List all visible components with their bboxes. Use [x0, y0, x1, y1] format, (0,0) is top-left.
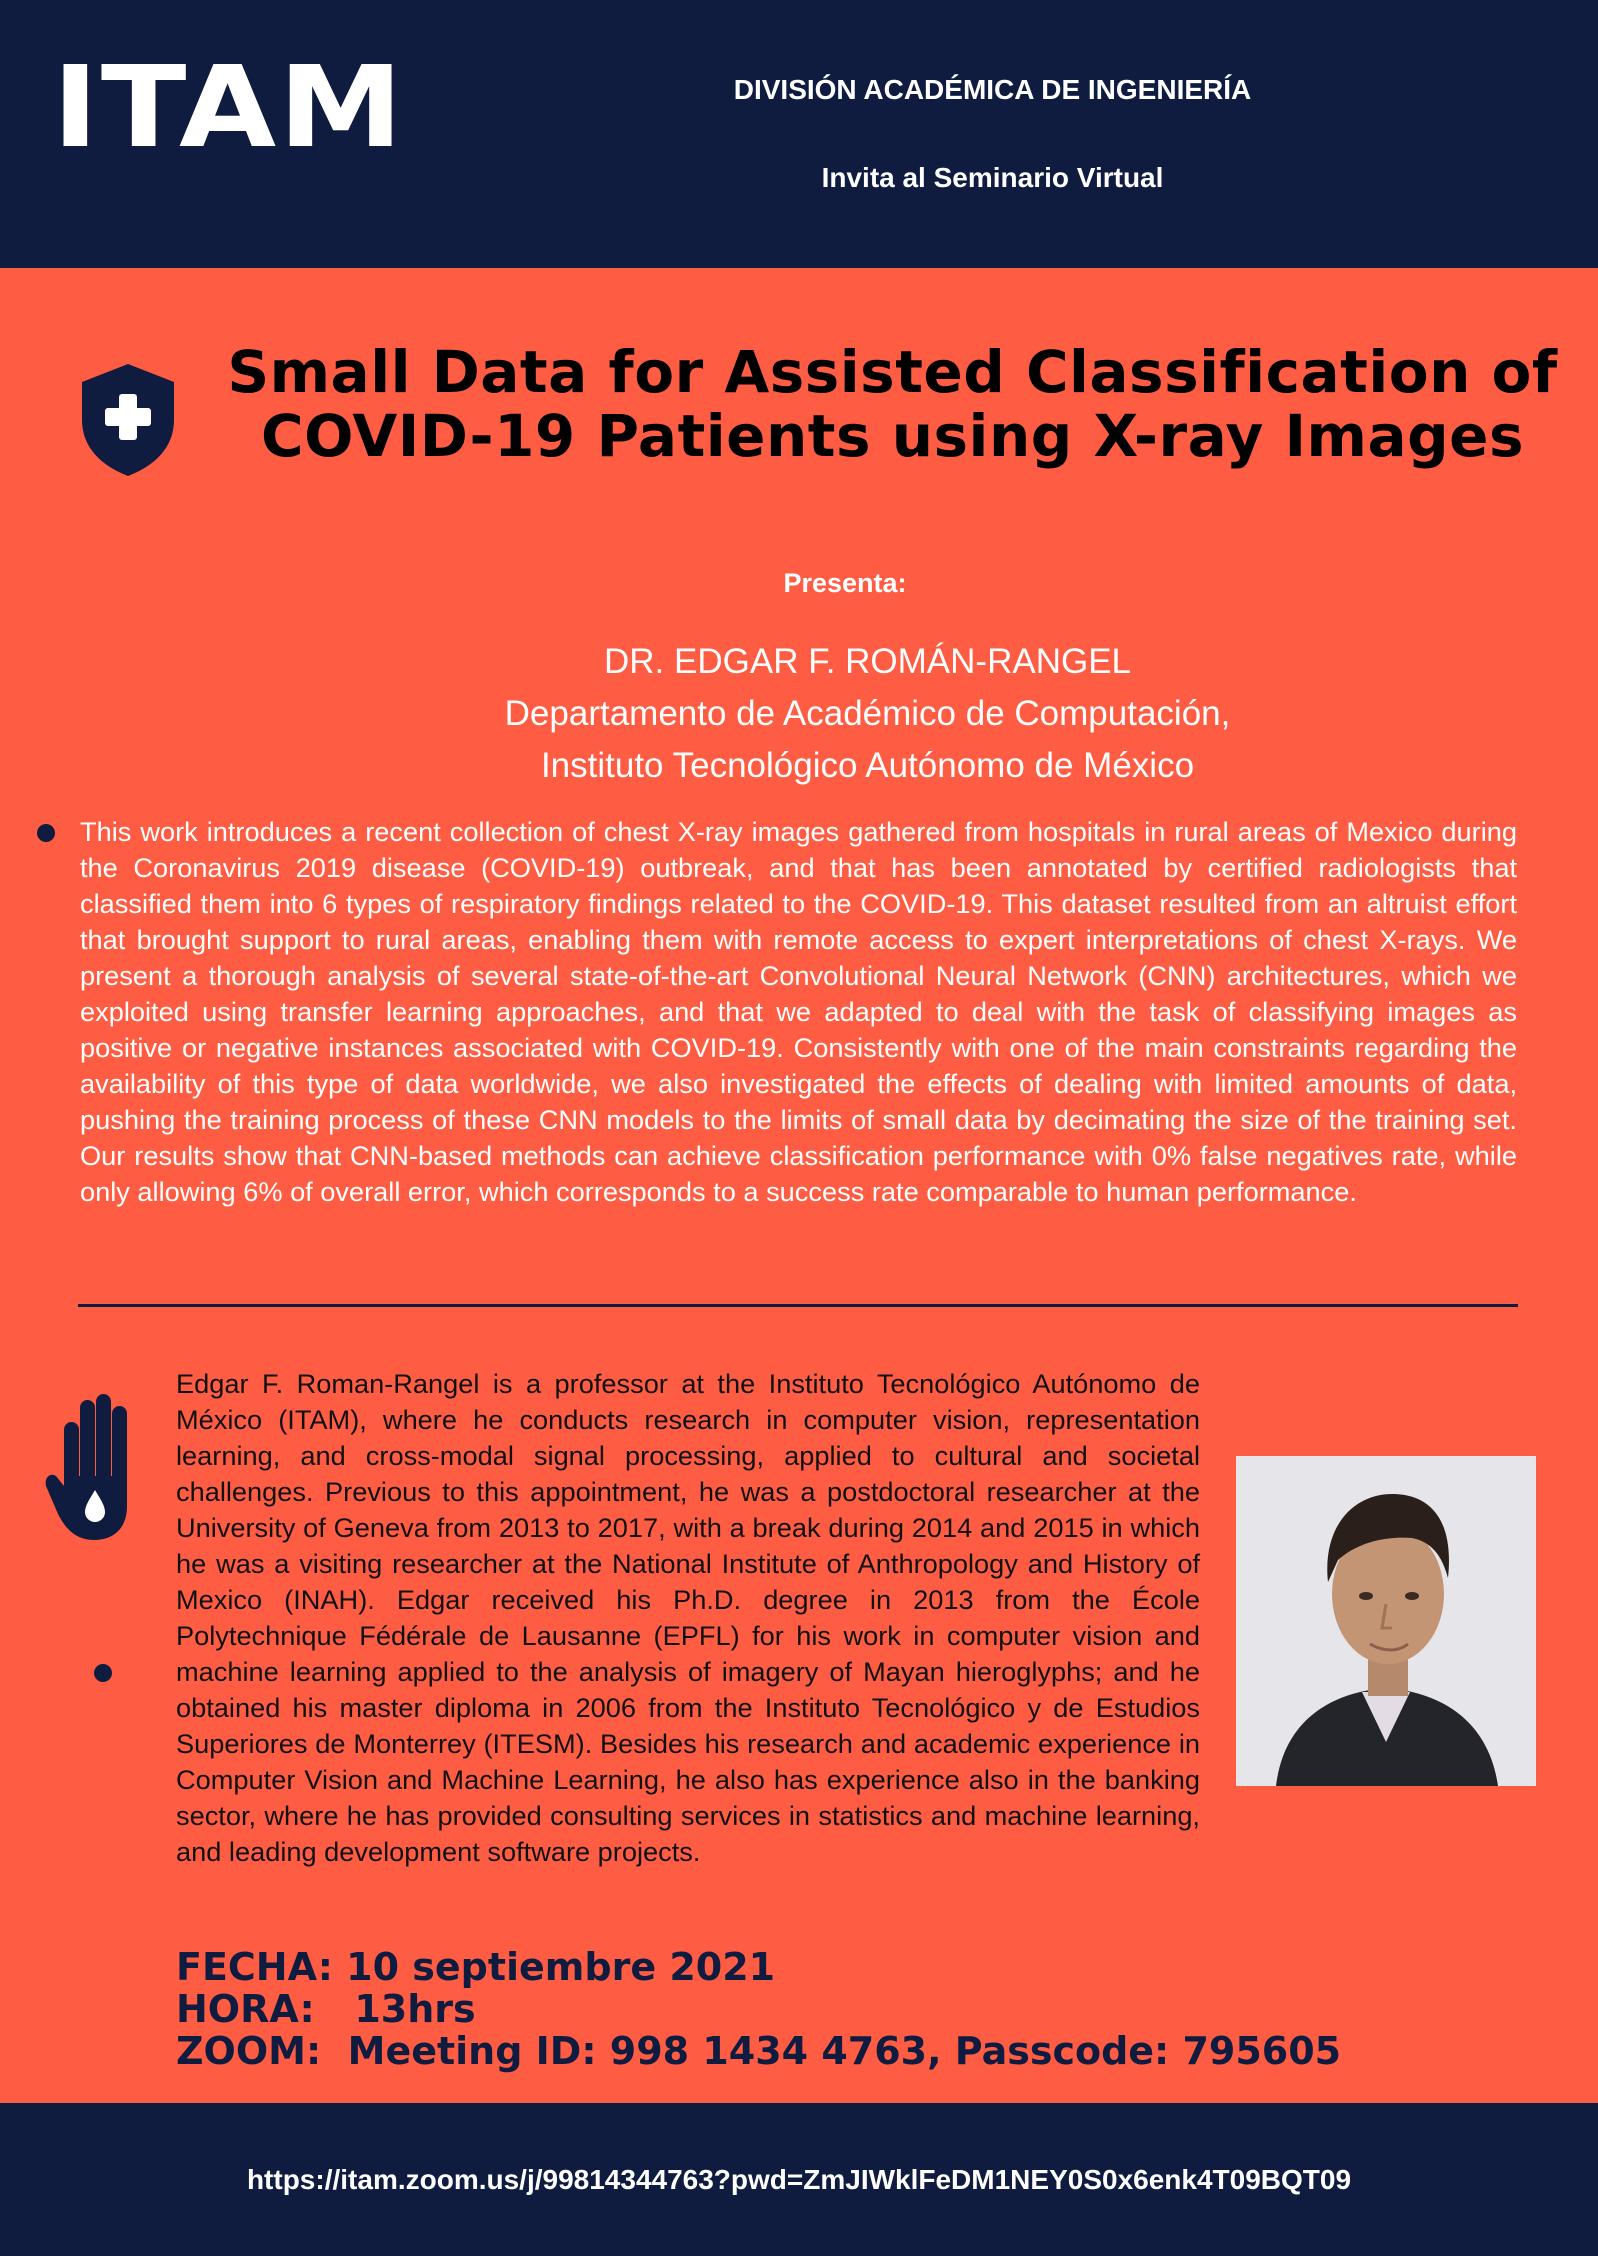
- event-time: HORA: 13hrs: [176, 1987, 476, 2031]
- presenta-label: Presenta:: [783, 568, 907, 598]
- speaker-department: Departamento de Académico de Computación,: [504, 694, 1231, 733]
- itam-logo: ITAM: [52, 43, 406, 173]
- speaker-bio: Edgar F. Roman-Rangel is a professor at the Instituto Tecnológico Autónomo de México (ITAM), where he conducts research in computer vision, representation learning, and cross-modal signal processing, applied to cultural and societal challenges. Previous to this appointment, he was a postdoctoral researcher at the University of Geneva from 2013 to 2017, with a break during 2014 and 2015 in which he was a visiting researcher at the National Institute of Anthropology and History of Mexico (INAH). Edgar received his Ph.D. degree in 2013 from the École Polytechnique Fédérale de Lausanne (EPFL) for his work in computer vision and machine learning applied to the analysis of imagery of Mayan hieroglyphs; and he obtained his master diploma in 2006 from the Instituto Tecnológico y de Estudios Superiores de Monterrey (ITESM). Besides his research and academic experience in Computer Vision and Machine Learning, he also has experience also in the banking sector, where he has provided consulting services in statistics and machine learning, and leading development software projects.: [176, 1368, 1200, 1867]
- event-date: FECHA: 10 septiembre 2021: [176, 1945, 776, 1989]
- speaker-name: DR. EDGAR F. ROMÁN-RANGEL: [604, 642, 1131, 681]
- speaker-block: [380, 636, 1355, 792]
- hand-drop-icon: [44, 1394, 148, 1542]
- speaker-photo: [1236, 1456, 1536, 1786]
- invite-subheading: Invita al Seminario Virtual: [821, 162, 1164, 193]
- event-zoom: ZOOM: Meeting ID: 998 1434 4763, Passcode: 795605: [176, 2029, 1342, 2073]
- bullet-dot-icon: [37, 824, 55, 842]
- speaker-institution: Instituto Tecnológico Autónomo de México: [540, 746, 1195, 785]
- zoom-link[interactable]: https://itam.zoom.us/j/99814344763?pwd=ZmJIWklFeDM1NEY0S0x6enk4T09BQT09: [246, 2164, 1352, 2195]
- header-bar: [0, 0, 1598, 268]
- shield-plus-icon: [78, 362, 178, 478]
- seminar-title: Small Data for Assisted Classification of COVID-19 Patients using X-ray Images: [227, 338, 1558, 470]
- bullet-dot-icon: [94, 1664, 112, 1682]
- event-details: [176, 1946, 1341, 2072]
- section-divider: [78, 1304, 1518, 1307]
- abstract-text: This work introduces a recent collection of chest X-ray images gathered from hospitals in rural areas of Mexico during the Coronavirus 2019 disease (COVID-19) outbreak, and that has been annotated by certified radiologists that classified them into 6 types of respiratory findings related to the COVID-19. This dataset resulted from an altruist effort that brought support to rural areas, enabling them with remote access to expert interpretations of chest X-rays. We present a thorough analysis of several state-of-the-art Convolutional Neural Network (CNN) architectures, which we exploited using transfer learning approaches, and that we adapted to deal with the task of classifying images as positive or negative instances associated with COVID-19. Consistently with one of the main constraints regarding the availability of this type of data worldwide, we also investigated the effects of dealing with limited amounts of data, pushing the training process of these CNN models to the limits of small data by decimating the size of the training set. Our results show that CNN-based methods can achieve classification performance with 0% false negatives rate, while only allowing 6% of overall error, which corresponds to a success rate comparable to human performance.: [80, 816, 1517, 1207]
- division-heading: DIVISIÓN ACADÉMICA DE INGENIERÍA: [733, 74, 1252, 105]
